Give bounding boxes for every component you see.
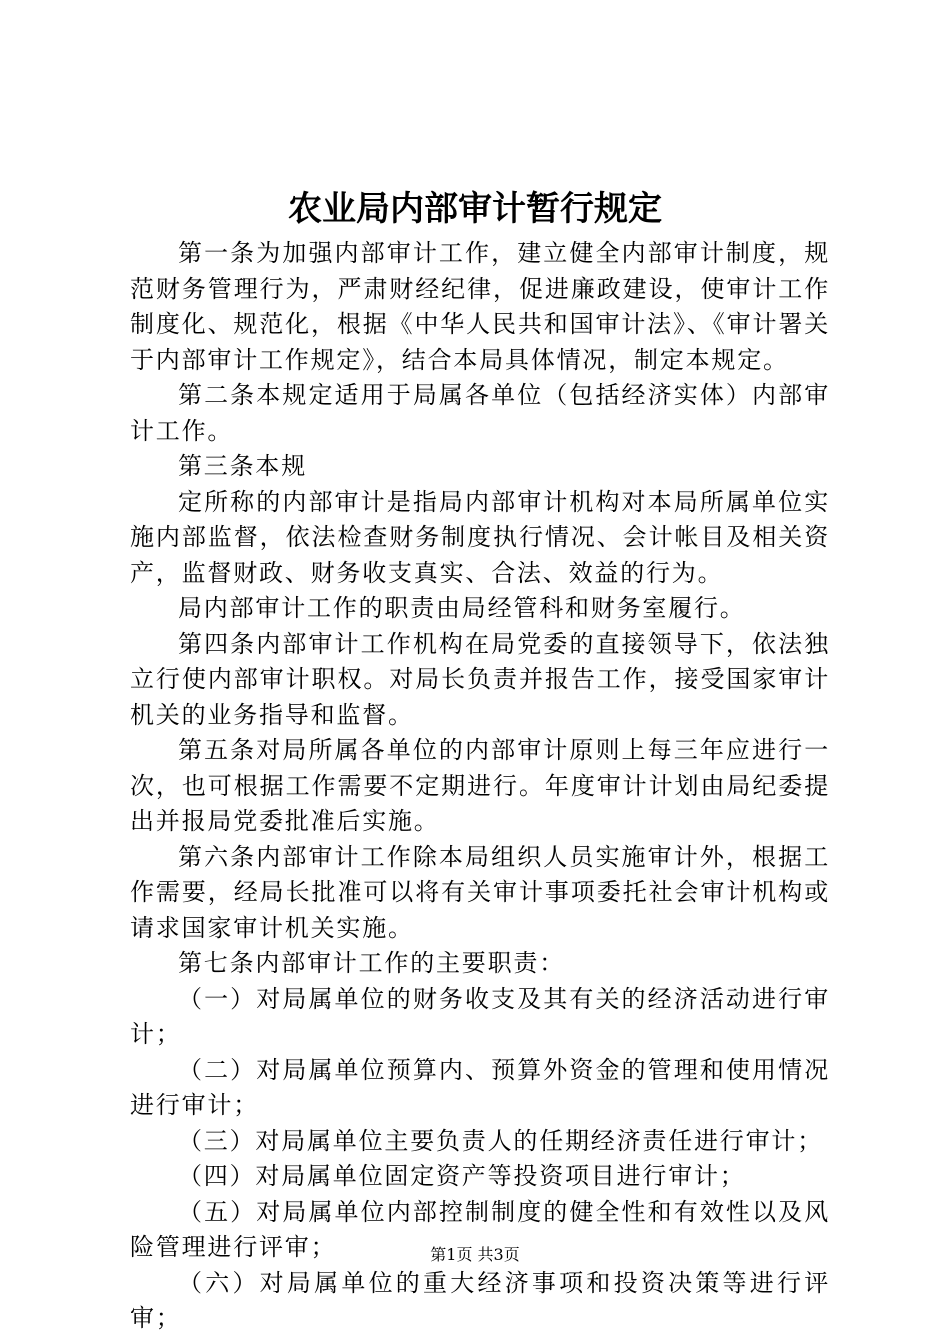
document-title: 农业局内部审计暂行规定 [288,189,662,229]
paragraph-item-5: （五）对局属单位内部控制制度的健全性和有效性以及风险管理进行评审； [130,1197,830,1261]
paragraph-article-4: 第四条内部审计工作机构在局党委的直接领导下，依法独立行使内部审计职权。对局长负责并报告工作，接受国家审计机关的业务指导和监督。 [130,629,830,729]
paragraph-article-1: 第一条为加强内部审计工作，建立健全内部审计制度，规范财务管理行为，严肃财经纪律，促进廉政建设，使审计工作制度化、规范化，根据《中华人民共和国审计法》、《审计署关于内部审计工作规定》，结合本局具体情况，制定本规定。 [130,239,830,374]
paragraph-article-6: 第六条内部审计工作除本局组织人员实施审计外，根据工作需要，经局长批准可以将有关审计事项委托社会审计机构或请求国家审计机关实施。 [130,842,830,942]
paragraph-item-2: （二）对局属单位预算内、预算外资金的管理和使用情况进行审计； [130,1055,830,1119]
paragraph-item-4: （四）对局属单位固定资产等投资项目进行审计； [178,1162,746,1190]
paragraph-item-3: （三）对局属单位主要负责人的任期经济责任进行审计； [178,1126,823,1155]
paragraph-article-2: 第二条本规定适用于局属各单位（包括经济实体）内部审计工作。 [130,381,830,445]
document-body [130,236,830,1337]
paragraph-article-7: 第七条内部审计工作的主要职责： [178,949,565,977]
paragraph-item-6: （六）对局属单位的重大经济事项和投资决策等进行评审； [130,1268,830,1332]
paragraph-article-3-cont: 定所称的内部审计是指局内部审计机构对本局所属单位实施内部监督，依法检查财务制度执行情况、会计帐目及相关资产，监督财政、财务收支真实、合法、效益的行为。 [130,487,830,587]
paragraph-item-1: （一）对局属单位的财务收支及其有关的经济活动进行审计； [130,984,830,1048]
paragraph-article-5: 第五条对局所属各单位的内部审计原则上每三年应进行一次，也可根据工作需要不定期进行。年度审计计划由局纪委提出并报局党委批准后实施。 [130,736,830,835]
paragraph-audit-duty: 局内部审计工作的职责由局经管科和财务室履行。 [178,594,746,622]
paragraph-article-3-start: 第三条本规 [178,452,307,480]
page-number-footer: 第1页 共3页 [430,1245,520,1264]
